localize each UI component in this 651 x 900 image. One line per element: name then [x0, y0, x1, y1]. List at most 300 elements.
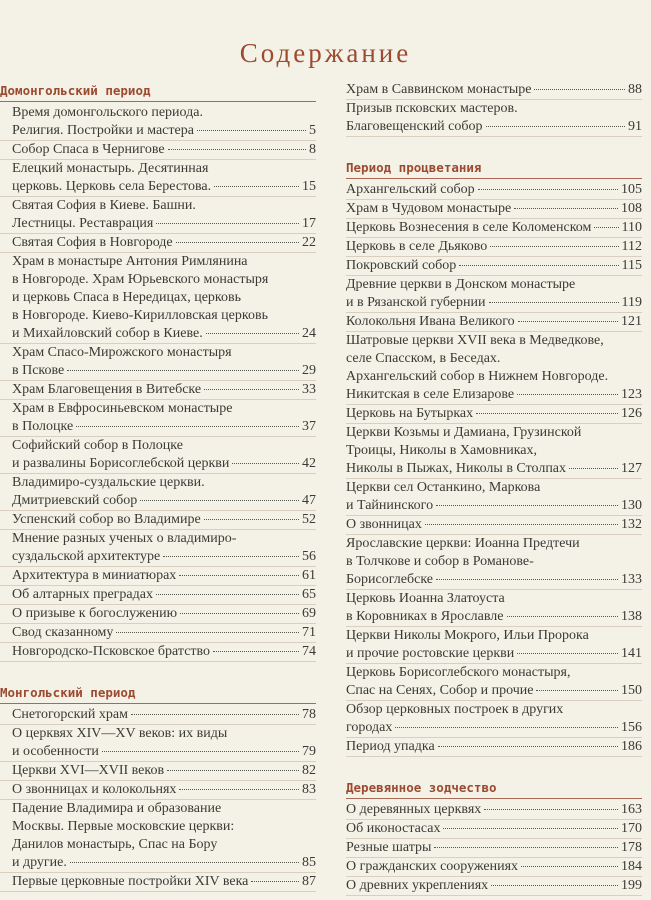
dot-leader: [102, 751, 299, 752]
toc-entry-line: [346, 535, 642, 553]
toc-entry-line: [12, 643, 316, 661]
section-spacer: [0, 662, 316, 683]
dot-leader: [489, 302, 619, 303]
toc-entry-text: О гражданских сооружениях: [346, 859, 519, 874]
toc-entry-line: [346, 719, 642, 737]
dot-leader: [484, 809, 618, 810]
toc-entry-text: Церковь Иоанна Златоуста: [346, 591, 505, 606]
toc-entry-text: Церкви Николы Мокрого, Ильи Пророка: [346, 628, 589, 643]
toc-entry: [346, 627, 642, 664]
page-number: 8: [309, 142, 316, 157]
dot-leader: [436, 505, 618, 506]
section-spacer: [346, 137, 642, 158]
toc-entry-text: и Тайнинского: [346, 498, 434, 513]
section-heading: Монгольский период: [0, 683, 316, 704]
toc-entry-line: [12, 818, 316, 836]
toc-entry: [0, 253, 316, 344]
toc-entry-text: Архангельский собор в Нижнем Новгороде.: [346, 369, 609, 384]
toc-entry: [346, 877, 642, 896]
page-number: 56: [302, 549, 316, 564]
toc-entry-text: Новгородско-Псковское братство: [12, 644, 211, 659]
page-number: 178: [621, 840, 642, 855]
toc-entry-text: Успенский собор во Владимире: [12, 512, 201, 527]
toc-entry: [346, 219, 642, 238]
toc-entry-text: Владимиро-суздальские церкви.: [12, 475, 205, 490]
dot-leader: [156, 223, 299, 224]
toc-entry: [346, 405, 642, 424]
dot-leader: [197, 130, 306, 131]
toc-entry-text: Церкви сел Останкино, Маркова: [346, 480, 541, 495]
toc-right-column: [346, 81, 642, 896]
page-number: 115: [621, 258, 642, 273]
toc-entry-text: Древние церкви в Донском монастыре: [346, 277, 576, 292]
toc-entry-text: и другие.: [12, 855, 67, 870]
toc-entry-line: [346, 516, 642, 534]
toc-entry-text: Церкви XVI—XVII веков: [12, 763, 165, 778]
toc-entry-line: [12, 762, 316, 780]
toc-entry-text: Первые церковные постройки XIV века: [12, 874, 249, 889]
toc-entry: [346, 590, 642, 627]
dot-leader: [476, 413, 618, 414]
dot-leader: [156, 594, 299, 595]
toc-entry-line: [346, 553, 642, 571]
toc-entry-line: [346, 276, 642, 294]
page-number: 184: [621, 859, 642, 874]
section-heading: Период процветания: [346, 158, 642, 179]
page-number: 91: [628, 119, 642, 134]
toc-entry-text: Обзор церковных построек в других: [346, 702, 564, 717]
toc-entry-line: [12, 474, 316, 492]
toc-entry-line: [12, 743, 316, 761]
page-number: 74: [302, 644, 316, 659]
dot-leader: [204, 519, 299, 520]
toc-entry-text: Время домонгольского периода.: [12, 105, 203, 120]
toc-entry-line: [12, 800, 316, 818]
toc-entry-text: Призыв псковских мастеров.: [346, 101, 518, 116]
dot-leader: [517, 653, 618, 654]
page-number: 105: [621, 182, 642, 197]
toc-entry-line: [346, 460, 642, 478]
toc-entry-line: [346, 257, 642, 275]
toc-entry-line: [346, 238, 642, 256]
toc-entry-text: Дмитриевский собор: [12, 493, 138, 508]
toc-entry-text: Церковь Вознесения в селе Коломенском: [346, 220, 592, 235]
page-number: 126: [621, 406, 642, 421]
toc-entry: [0, 605, 316, 624]
toc-entry-line: [346, 294, 642, 312]
toc-entry-line: [12, 381, 316, 399]
toc-entry-text: Храм в монастыре Антония Римлянина: [12, 254, 248, 269]
page-number: 130: [621, 498, 642, 513]
toc-entry-line: [346, 645, 642, 663]
dot-leader: [438, 746, 618, 747]
page-number: 110: [621, 220, 642, 235]
toc-entry-line: [346, 682, 642, 700]
dot-leader: [163, 556, 299, 557]
page-number: 138: [621, 609, 642, 624]
toc-entry-text: и развалины Борисоглебской церкви: [12, 456, 230, 471]
toc-entry-line: [12, 197, 316, 215]
page-number: 65: [302, 587, 316, 602]
page-number: 88: [628, 82, 642, 97]
toc-entry-text: Храм в Чудовом монастыре: [346, 201, 512, 216]
toc-entry-line: [12, 141, 316, 159]
toc-entry-text: Архангельский собор: [346, 182, 475, 197]
toc-entry-text: и особенности: [12, 744, 99, 759]
toc-entry-line: [346, 801, 642, 819]
toc-entry-text: О древних укреплениях: [346, 878, 489, 893]
toc-entry: [0, 474, 316, 511]
toc-entry-line: [346, 608, 642, 626]
toc-entry: [346, 81, 642, 100]
page-number: 150: [621, 683, 642, 698]
page-number: 15: [302, 179, 316, 194]
page-number: 119: [621, 295, 642, 310]
toc-entry: [0, 706, 316, 725]
dot-leader: [251, 881, 299, 882]
page-number: 79: [302, 744, 316, 759]
toc-entry: [0, 344, 316, 381]
toc-entry: [346, 479, 642, 516]
toc-entry-text: Мнение разных ученых о владимиро-: [12, 531, 237, 546]
toc-entry-text: в Новгороде. Киево-Кирилловская церковь: [12, 308, 268, 323]
dot-leader: [491, 885, 618, 886]
toc-entry-text: церковь. Церковь села Берестова.: [12, 179, 212, 194]
toc-entry-line: [346, 118, 642, 136]
toc-entry-line: [346, 424, 642, 442]
toc-entry-line: [12, 492, 316, 510]
toc-entry-line: [12, 400, 316, 418]
toc-entry-text: в Полоцке: [12, 419, 74, 434]
toc-entry: [0, 800, 316, 873]
dot-leader: [67, 370, 299, 371]
toc-entry-line: [12, 530, 316, 548]
toc-entry-line: [12, 307, 316, 325]
toc-entry: [0, 104, 316, 141]
page-number: 123: [621, 387, 642, 402]
dot-leader: [517, 394, 618, 395]
toc-entry: [0, 624, 316, 643]
section-heading: Деревянное зодчество: [346, 778, 642, 799]
page-number: 133: [621, 572, 642, 587]
page-number: 33: [302, 382, 316, 397]
toc-entry-line: [12, 437, 316, 455]
toc-entry-text: Покровский собор: [346, 258, 457, 273]
dot-leader: [425, 524, 618, 525]
page-number: 141: [621, 646, 642, 661]
toc-entry-text: Никитская в селе Елизарове: [346, 387, 515, 402]
toc-entry: [346, 313, 642, 332]
toc-entry-text: в Пскове: [12, 363, 65, 378]
toc-entry: [0, 567, 316, 586]
dot-leader: [521, 866, 618, 867]
toc-entry-text: О церквях XIV—XV веков: их виды: [12, 726, 228, 741]
toc-entry-line: [346, 405, 642, 423]
dot-leader: [534, 89, 625, 90]
dot-leader: [213, 651, 299, 652]
toc-entry-text: Об иконостасах: [346, 821, 441, 836]
toc-entry-line: [346, 100, 642, 118]
toc-entry-line: [346, 200, 642, 218]
toc-entry-text: суздальской архитектуре: [12, 549, 161, 564]
toc-entry-text: Об алтарных преградах: [12, 587, 153, 602]
toc-entry-text: Лестницы. Реставрация: [12, 216, 154, 231]
toc-entry-line: [346, 664, 642, 682]
toc-entry-line: [346, 590, 642, 608]
toc-entry-text: Шатровые церкви XVII века в Медведкове,: [346, 333, 604, 348]
toc-entry-text: Святая София в Новгороде: [12, 235, 173, 250]
dot-leader: [478, 189, 618, 190]
toc-entry: [0, 725, 316, 762]
toc-entry-text: Религия. Постройки и мастера: [12, 123, 194, 138]
toc-entry-line: [346, 738, 642, 756]
toc-entry-text: Данилов монастырь, Спас на Бору: [12, 837, 218, 852]
dot-leader: [179, 789, 299, 790]
toc-entry-line: [12, 586, 316, 604]
toc-entry-text: Святая София в Киеве. Башни.: [12, 198, 196, 213]
toc-entry-line: [12, 122, 316, 140]
toc-entry: [0, 381, 316, 400]
toc-entry-line: [346, 627, 642, 645]
toc-entry-text: Николы в Пыжах, Николы в Столпах: [346, 461, 567, 476]
dot-leader: [486, 126, 625, 127]
toc-entry: [0, 400, 316, 437]
toc-entry-text: в Толчкове и собор в Романове-: [346, 554, 534, 569]
toc-entry-text: Храм в Евфросиньевском монастыре: [12, 401, 233, 416]
toc-entry-line: [12, 873, 316, 891]
toc-entry: [346, 738, 642, 757]
toc-entry-text: и прочие ростовские церкви: [346, 646, 515, 661]
toc-entry-text: Москвы. Первые московские церкви:: [12, 819, 235, 834]
toc-entry-line: [346, 442, 642, 460]
dot-leader: [206, 333, 299, 334]
toc-entry: [0, 762, 316, 781]
toc-entry: [346, 257, 642, 276]
toc-entry: [0, 781, 316, 800]
dot-leader: [434, 847, 618, 848]
page-number: 83: [302, 782, 316, 797]
page-number: 82: [302, 763, 316, 778]
section-spacer: [346, 757, 642, 778]
toc-entry-text: Храм в Саввинском монастыре: [346, 82, 532, 97]
toc-entry: [0, 530, 316, 567]
toc-entry-text: Архитектура в миниатюрах: [12, 568, 177, 583]
toc-entry-line: [346, 820, 642, 838]
toc-entry-line: [12, 253, 316, 271]
toc-entry: [0, 160, 316, 197]
toc-entry-line: [346, 368, 642, 386]
toc-entry: [346, 858, 642, 877]
section-heading: Домонгольский период: [0, 81, 316, 102]
dot-leader: [180, 613, 299, 614]
toc-entry-line: [346, 839, 642, 857]
page-title: Содержание: [239, 38, 412, 68]
toc-entry-line: [12, 104, 316, 122]
page-number: 29: [302, 363, 316, 378]
toc-entry-text: городах: [346, 720, 393, 735]
toc-entry-text: Церковь Борисоглебского монастыря,: [346, 665, 571, 680]
toc-entry-line: [12, 854, 316, 872]
page-number: 132: [621, 517, 642, 532]
page-number: 22: [302, 235, 316, 250]
page-number: 24: [302, 326, 316, 341]
toc-entry: [0, 197, 316, 234]
toc-entry-text: селе Спасском, в Беседах.: [346, 351, 501, 366]
dot-leader: [569, 468, 618, 469]
dot-leader: [176, 242, 299, 243]
dot-leader: [436, 579, 618, 580]
toc-entry-line: [12, 548, 316, 566]
toc-entry-line: [12, 160, 316, 178]
toc-entry-text: Колокольня Ивана Великого: [346, 314, 515, 329]
toc-entry-text: Период упадка: [346, 739, 435, 754]
dot-leader: [204, 389, 299, 390]
toc-entry: [0, 141, 316, 160]
toc-entry-text: и в Рязанской губернии: [346, 295, 486, 310]
dot-leader: [507, 616, 619, 617]
toc-entry: [346, 801, 642, 820]
toc-entry-text: Борисоглебске: [346, 572, 433, 587]
dot-leader: [395, 727, 618, 728]
toc-entry-line: [346, 877, 642, 895]
toc-entry: [346, 701, 642, 738]
page-number: 37: [302, 419, 316, 434]
page-number: 85: [302, 855, 316, 870]
dot-leader: [443, 828, 618, 829]
toc-entry-line: [12, 325, 316, 343]
dot-leader: [131, 714, 299, 715]
toc-entry: [0, 511, 316, 530]
toc-entry: [0, 234, 316, 253]
toc-entry-text: О звонницах и колокольнях: [12, 782, 177, 797]
toc-left-column: [0, 81, 316, 892]
toc-entry-line: [12, 362, 316, 380]
toc-entry-text: Храм Спасо-Мирожского монастыря: [12, 345, 232, 360]
toc-entry-line: [346, 386, 642, 404]
toc-entry: [346, 839, 642, 858]
toc-entry-line: [12, 706, 316, 724]
toc-entry: [0, 437, 316, 474]
toc-entry-text: в Коровниках в Ярославле: [346, 609, 504, 624]
dot-leader: [116, 632, 299, 633]
dot-leader: [514, 208, 618, 209]
dot-leader: [232, 463, 299, 464]
toc-entry: [346, 100, 642, 137]
toc-entry-line: [12, 836, 316, 854]
page-number: 42: [302, 456, 316, 471]
toc-entry-text: Резные шатры: [346, 840, 432, 855]
dot-leader: [459, 265, 618, 266]
page-number: 127: [621, 461, 642, 476]
toc-entry-line: [12, 511, 316, 529]
toc-entry-text: О призыве к богослужению: [12, 606, 178, 621]
toc-entry: [0, 586, 316, 605]
toc-entry-line: [346, 332, 642, 350]
toc-entry-line: [12, 605, 316, 623]
toc-entry-text: Падение Владимира и образование: [12, 801, 222, 816]
dot-leader: [76, 426, 299, 427]
toc-entry-line: [12, 418, 316, 436]
toc-entry-line: [346, 701, 642, 719]
toc-entry: [346, 181, 642, 200]
toc-entry: [346, 516, 642, 535]
toc-entry: [346, 424, 642, 479]
toc-entry: [0, 643, 316, 662]
toc-entry-text: Снетогорский храм: [12, 707, 128, 722]
dot-leader: [140, 500, 299, 501]
toc-entry-text: Церкви Козьмы и Дамиана, Грузинской: [346, 425, 582, 440]
toc-entry-line: [346, 81, 642, 99]
toc-entry-line: [346, 181, 642, 199]
dot-leader: [536, 690, 618, 691]
dot-leader: [70, 862, 299, 863]
toc-entry-text: в Новгороде. Храм Юрьевского монастыря: [12, 272, 269, 287]
toc-entry-line: [12, 567, 316, 585]
page-number: 69: [302, 606, 316, 621]
page-number: 108: [621, 201, 642, 216]
page-number: 87: [302, 874, 316, 889]
toc-entry-line: [346, 497, 642, 515]
dot-leader: [214, 186, 299, 187]
toc-entry-line: [12, 455, 316, 473]
page-number: 163: [621, 802, 642, 817]
toc-entry-line: [12, 781, 316, 799]
toc-entry-line: [12, 234, 316, 252]
page-number: 71: [302, 625, 316, 640]
page-number: 121: [621, 314, 642, 329]
toc-entry-text: Троицы, Николы в Хамовниках,: [346, 443, 538, 458]
page-number: 170: [621, 821, 642, 836]
page-number: 61: [302, 568, 316, 583]
toc-entry-line: [12, 215, 316, 233]
page-number: 199: [621, 878, 642, 893]
toc-entry: [346, 535, 642, 590]
toc-entry-line: [346, 350, 642, 368]
toc-entry-text: Благовещенский собор: [346, 119, 483, 134]
page-number: 52: [302, 512, 316, 527]
page-number: 156: [621, 720, 642, 735]
toc-entry: [346, 276, 642, 313]
toc-entry-text: Церковь в селе Дьяково: [346, 239, 488, 254]
dot-leader: [167, 770, 299, 771]
page-number: 186: [621, 739, 642, 754]
toc-entry-line: [12, 624, 316, 642]
page-number: 5: [309, 123, 316, 138]
toc-entry: [346, 200, 642, 219]
toc-entry-text: Спас на Сенях, Собор и прочие: [346, 683, 534, 698]
toc-entry-line: [346, 313, 642, 331]
toc-entry-line: [346, 571, 642, 589]
toc-entry-line: [12, 344, 316, 362]
toc-entry: [346, 238, 642, 257]
dot-leader: [490, 246, 618, 247]
dot-leader: [518, 321, 618, 322]
toc-entry-text: О звонницах: [346, 517, 422, 532]
toc-entry: [0, 873, 316, 892]
page-number: 47: [302, 493, 316, 508]
toc-entry-line: [12, 271, 316, 289]
toc-entry-text: Храм Благовещения в Витебске: [12, 382, 202, 397]
toc-entry-text: О деревянных церквях: [346, 802, 482, 817]
toc-entry-text: Ярославские церкви: Иоанна Предтечи: [346, 536, 580, 551]
toc-entry-text: и церковь Спаса в Нередицах, церковь: [12, 290, 242, 305]
toc-entry-line: [12, 289, 316, 307]
toc-entry-text: Свод сказанному: [12, 625, 114, 640]
toc-entry-text: и Михайловский собор в Киеве.: [12, 326, 203, 341]
toc-entry-line: [12, 725, 316, 743]
toc-entry-text: Церковь на Бутырках: [346, 406, 474, 421]
toc-entry-line: [346, 219, 642, 237]
